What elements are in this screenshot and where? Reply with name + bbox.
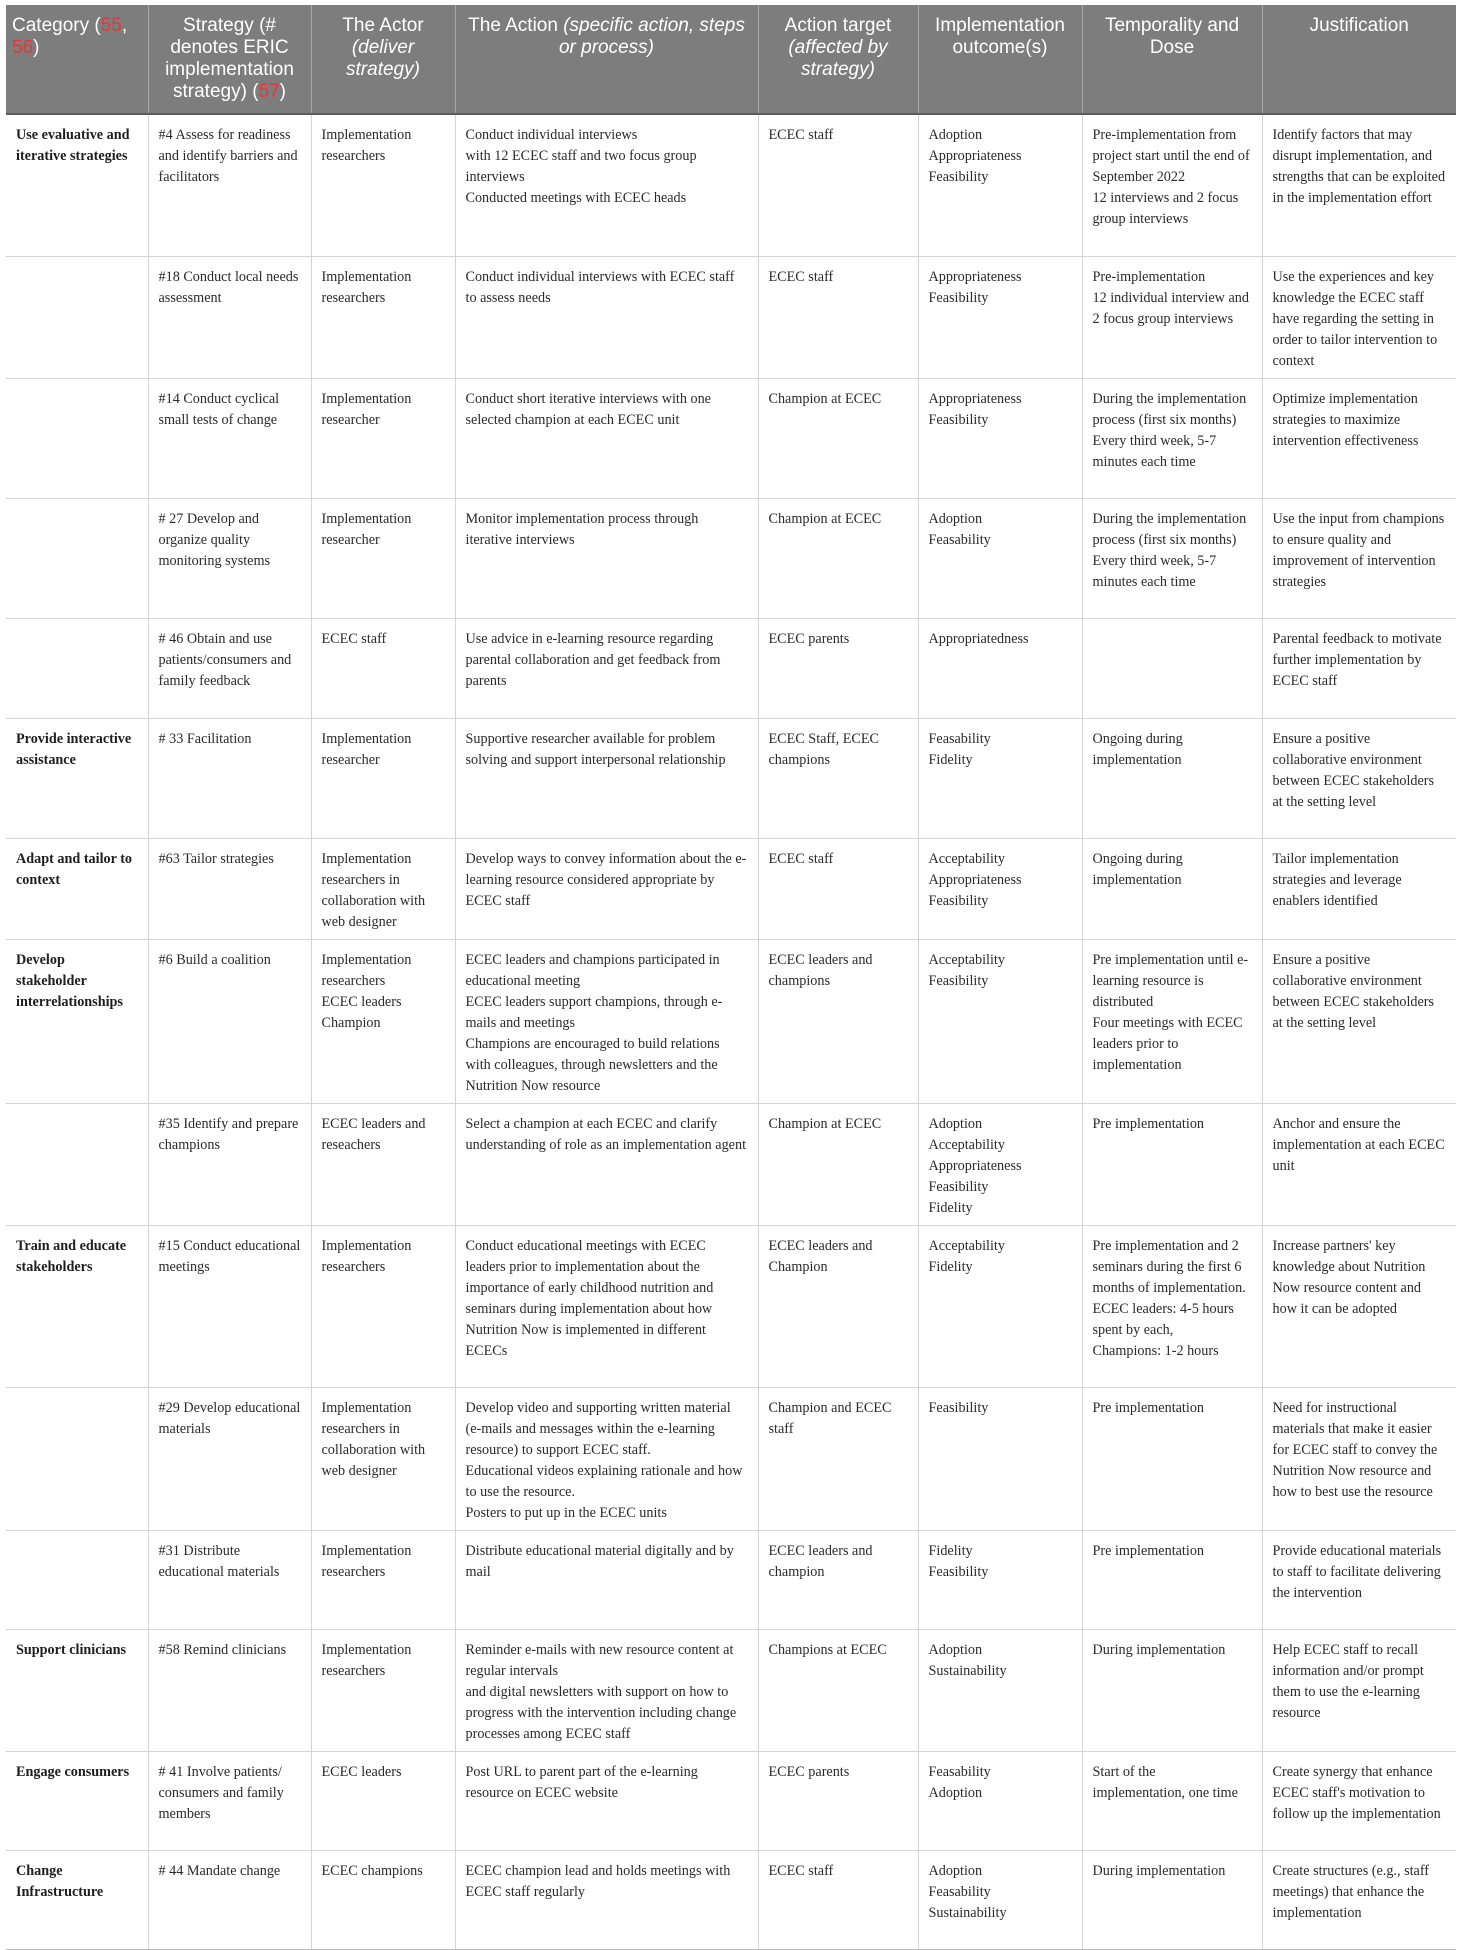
action-cell: Develop ways to convey information about the e-learning resource considered appropriate by ECEC staff	[455, 838, 758, 939]
category-cell: Train and educate stakeholders	[6, 1225, 148, 1387]
outcome-cell: Feasibility	[918, 1387, 1082, 1530]
category-cell: Use evaluative and iterative strategies	[6, 114, 148, 256]
target-cell: ECEC leaders and champion	[758, 1530, 918, 1629]
actor-cell: ECEC leaders	[311, 1751, 455, 1850]
strategy-cell: #18 Conduct local needs assessment	[148, 256, 311, 378]
actor-cell: Implementation researchers	[311, 1530, 455, 1629]
action-cell: Develop video and supporting written material (e-mails and messages within the e-learning resource) to support ECEC staff. Educational videos explaining rationale and how to use the resource. Posters to put up in the ECEC units	[455, 1387, 758, 1530]
target-cell: ECEC staff	[758, 1850, 918, 1949]
header-actor: The Actor (deliver strategy)	[311, 5, 455, 114]
table-row	[6, 718, 1456, 838]
table-row	[6, 498, 1456, 618]
eric-strategy-table	[6, 5, 1456, 1950]
outcome-cell: Appropriateness Feasibility	[918, 256, 1082, 378]
strategy-cell: # 27 Develop and organize quality monitoring systems	[148, 498, 311, 618]
action-cell: Monitor implementation process through iterative interviews	[455, 498, 758, 618]
table-row	[6, 618, 1456, 718]
category-cell: Support clinicians	[6, 1629, 148, 1751]
action-cell: ECEC champion lead and holds meetings with ECEC staff regularly	[455, 1850, 758, 1949]
strategy-cell: #58 Remind clinicians	[148, 1629, 311, 1751]
table-row	[6, 1530, 1456, 1629]
table-row	[6, 114, 1456, 256]
actor-cell: Implementation researchers ECEC leaders Champion	[311, 939, 455, 1103]
target-cell: ECEC leaders and champions	[758, 939, 918, 1103]
actor-cell: Implementation researchers	[311, 256, 455, 378]
outcome-cell: Adoption Appropriateness Feasibility	[918, 114, 1082, 256]
category-ref-55: 55	[100, 15, 122, 36]
table-row	[6, 1629, 1456, 1751]
actor-cell: ECEC champions	[311, 1850, 455, 1949]
justification-cell: Use the input from champions to ensure quality and improvement of intervention strategies	[1262, 498, 1456, 618]
actor-cell: Implementation researcher	[311, 498, 455, 618]
category-cell	[6, 618, 148, 718]
action-cell: Conduct short iterative interviews with one selected champion at each ECEC unit	[455, 378, 758, 498]
temporality-cell: Pre implementation	[1082, 1103, 1262, 1225]
temporality-cell: During the implementation process (first six months) Every third week, 5-7 minutes each time	[1082, 378, 1262, 498]
header-outcome: Implementation outcome(s)	[918, 5, 1082, 114]
table-row	[6, 1225, 1456, 1387]
justification-cell: Provide educational materials to staff to facilitate delivering the intervention	[1262, 1530, 1456, 1629]
strategy-cell: #6 Build a coalition	[148, 939, 311, 1103]
strategy-cell: #35 Identify and prepare champions	[148, 1103, 311, 1225]
category-cell: Change Infrastructure	[6, 1850, 148, 1949]
strategy-ref-57: 57	[258, 81, 280, 102]
target-cell: Champions at ECEC	[758, 1629, 918, 1751]
action-cell: Reminder e-mails with new resource content at regular intervals and digital newsletters with support on how to progress with the intervention including change processes among ECEC staff	[455, 1629, 758, 1751]
action-cell: Select a champion at each ECEC and clarify understanding of role as an implementation agent	[455, 1103, 758, 1225]
actor-cell: ECEC leaders and reseachers	[311, 1103, 455, 1225]
temporality-cell: Pre-implementation from project start until the end of September 2022 12 interviews and 2 focus group interviews	[1082, 114, 1262, 256]
actor-cell: Implementation researchers	[311, 1225, 455, 1387]
strategy-cell: #14 Conduct cyclical small tests of change	[148, 378, 311, 498]
justification-cell: Need for instructional materials that make it easier for ECEC staff to convey the Nutrition Now resource and how to best use the resource	[1262, 1387, 1456, 1530]
category-cell: Adapt and tailor to context	[6, 838, 148, 939]
outcome-cell: Feasability Fidelity	[918, 718, 1082, 838]
header-justification: Justification	[1262, 5, 1456, 114]
strategy-cell: #31 Distribute educational materials	[148, 1530, 311, 1629]
temporality-cell: During implementation	[1082, 1629, 1262, 1751]
category-cell	[6, 1387, 148, 1530]
outcome-cell: Adoption Feasability	[918, 498, 1082, 618]
justification-cell: Optimize implementation strategies to maximize intervention effectiveness	[1262, 378, 1456, 498]
temporality-cell	[1082, 618, 1262, 718]
target-cell: Champion and ECEC staff	[758, 1387, 918, 1530]
outcome-cell: Adoption Sustainability	[918, 1629, 1082, 1751]
strategy-cell: #29 Develop educational materials	[148, 1387, 311, 1530]
target-cell: ECEC staff	[758, 114, 918, 256]
category-cell: Provide interactive assistance	[6, 718, 148, 838]
action-cell: Conduct individual interviews with ECEC staff to assess needs	[455, 256, 758, 378]
temporality-cell: During the implementation process (first six months) Every third week, 5-7 minutes each time	[1082, 498, 1262, 618]
table-row	[6, 378, 1456, 498]
strategy-cell: # 44 Mandate change	[148, 1850, 311, 1949]
temporality-cell: Ongoing during implementation	[1082, 838, 1262, 939]
actor-cell: Implementation researchers	[311, 1629, 455, 1751]
category-cell: Develop stakeholder interrelationships	[6, 939, 148, 1103]
action-cell: Post URL to parent part of the e-learning resource on ECEC website	[455, 1751, 758, 1850]
temporality-cell: Pre implementation and 2 seminars during the first 6 months of implementation. ECEC leaders: 4-5 hours spent by each, Champions: 1-2 hours	[1082, 1225, 1262, 1387]
outcome-cell: Fidelity Feasibility	[918, 1530, 1082, 1629]
outcome-cell: Appropriateness Feasibility	[918, 378, 1082, 498]
header-category: Category (55, 56)	[6, 5, 148, 114]
actor-cell: Implementation researchers	[311, 114, 455, 256]
table-row	[6, 1387, 1456, 1530]
strategy-cell: #4 Assess for readiness and identify barriers and facilitators	[148, 114, 311, 256]
category-cell: Engage consumers	[6, 1751, 148, 1850]
action-cell: ECEC leaders and champions participated in educational meeting ECEC leaders support champions, through e-mails and meetings Champions are encouraged to build relations with colleagues, through newsletters and the Nutrition Now resource	[455, 939, 758, 1103]
temporality-cell: Start of the implementation, one time	[1082, 1751, 1262, 1850]
strategy-cell: # 41 Involve patients/ consumers and family members	[148, 1751, 311, 1850]
temporality-cell: During implementation	[1082, 1850, 1262, 1949]
target-cell: ECEC parents	[758, 618, 918, 718]
header-target: Action target (affected by strategy)	[758, 5, 918, 114]
justification-cell: Create structures (e.g., staff meetings) that enhance the implementation	[1262, 1850, 1456, 1949]
justification-cell: Use the experiences and key knowledge the ECEC staff have regarding the setting in order to tailor intervention to context	[1262, 256, 1456, 378]
justification-cell: Parental feedback to motivate further implementation by ECEC staff	[1262, 618, 1456, 718]
table-row	[6, 939, 1456, 1103]
target-cell: Champion at ECEC	[758, 498, 918, 618]
justification-cell: Increase partners' key knowledge about Nutrition Now resource content and how it can be adopted	[1262, 1225, 1456, 1387]
outcome-cell: Feasability Adoption	[918, 1751, 1082, 1850]
outcome-cell: Acceptability Appropriateness Feasibility	[918, 838, 1082, 939]
category-cell	[6, 256, 148, 378]
actor-cell: Implementation researcher	[311, 378, 455, 498]
justification-cell: Ensure a positive collaborative environment between ECEC stakeholders at the setting level	[1262, 939, 1456, 1103]
header-row	[6, 5, 1456, 114]
outcome-cell: Acceptability Feasibility	[918, 939, 1082, 1103]
target-cell: ECEC staff	[758, 838, 918, 939]
justification-cell: Create synergy that enhance ECEC staff's motivation to follow up the implementation	[1262, 1751, 1456, 1850]
strategy-cell: # 33 Facilitation	[148, 718, 311, 838]
target-cell: ECEC Staff, ECEC champions	[758, 718, 918, 838]
action-cell: Conduct educational meetings with ECEC leaders prior to implementation about the importance of early childhood nutrition and seminars during implementation about how Nutrition Now is implemented in different ECECs	[455, 1225, 758, 1387]
category-cell	[6, 378, 148, 498]
action-cell: Supportive researcher available for problem solving and support interpersonal relationship	[455, 718, 758, 838]
header-strategy: Strategy (# denotes ERIC implementation strategy) (57)	[148, 5, 311, 114]
target-cell: ECEC parents	[758, 1751, 918, 1850]
target-cell: ECEC leaders and Champion	[758, 1225, 918, 1387]
action-cell: Conduct individual interviews with 12 ECEC staff and two focus group interviews Conducted meetings with ECEC heads	[455, 114, 758, 256]
actor-cell: Implementation researcher	[311, 718, 455, 838]
justification-cell: Tailor implementation strategies and leverage enablers identified	[1262, 838, 1456, 939]
table-row	[6, 838, 1456, 939]
temporality-cell: Pre implementation	[1082, 1387, 1262, 1530]
action-cell: Use advice in e-learning resource regarding parental collaboration and get feedback from parents	[455, 618, 758, 718]
actor-cell: Implementation researchers in collaboration with web designer	[311, 838, 455, 939]
outcome-cell: Appropriatedness	[918, 618, 1082, 718]
table-row	[6, 1103, 1456, 1225]
target-cell: Champion at ECEC	[758, 378, 918, 498]
category-cell	[6, 1103, 148, 1225]
header-action: The Action (specific action, steps or process)	[455, 5, 758, 114]
temporality-cell: Pre-implementation 12 individual interview and 2 focus group interviews	[1082, 256, 1262, 378]
table-row	[6, 1850, 1456, 1949]
table-row	[6, 1751, 1456, 1850]
strategy-cell: #15 Conduct educational meetings	[148, 1225, 311, 1387]
strategy-cell: # 46 Obtain and use patients/consumers and family feedback	[148, 618, 311, 718]
temporality-cell: Pre implementation	[1082, 1530, 1262, 1629]
category-cell	[6, 1530, 148, 1629]
justification-cell: Identify factors that may disrupt implementation, and strengths that can be exploited in the implementation effort	[1262, 114, 1456, 256]
actor-cell: Implementation researchers in collaboration with web designer	[311, 1387, 455, 1530]
justification-cell: Help ECEC staff to recall information and/or prompt them to use the e-learning resource	[1262, 1629, 1456, 1751]
target-cell: Champion at ECEC	[758, 1103, 918, 1225]
strategy-cell: #63 Tailor strategies	[148, 838, 311, 939]
justification-cell: Ensure a positive collaborative environment between ECEC stakeholders at the setting level	[1262, 718, 1456, 838]
justification-cell: Anchor and ensure the implementation at each ECEC unit	[1262, 1103, 1456, 1225]
header-temporality: Temporality and Dose	[1082, 5, 1262, 114]
action-cell: Distribute educational material digitally and by mail	[455, 1530, 758, 1629]
outcome-cell: Adoption Feasability Sustainability	[918, 1850, 1082, 1949]
actor-cell: ECEC staff	[311, 618, 455, 718]
temporality-cell: Ongoing during implementation	[1082, 718, 1262, 838]
outcome-cell: Acceptability Fidelity	[918, 1225, 1082, 1387]
table-row	[6, 256, 1456, 378]
category-cell	[6, 498, 148, 618]
temporality-cell: Pre implementation until e-learning resource is distributed Four meetings with ECEC leaders prior to implementation	[1082, 939, 1262, 1103]
target-cell: ECEC staff	[758, 256, 918, 378]
outcome-cell: Adoption Acceptability Appropriateness Feasibility Fidelity	[918, 1103, 1082, 1225]
category-ref-56: 56	[12, 37, 34, 58]
